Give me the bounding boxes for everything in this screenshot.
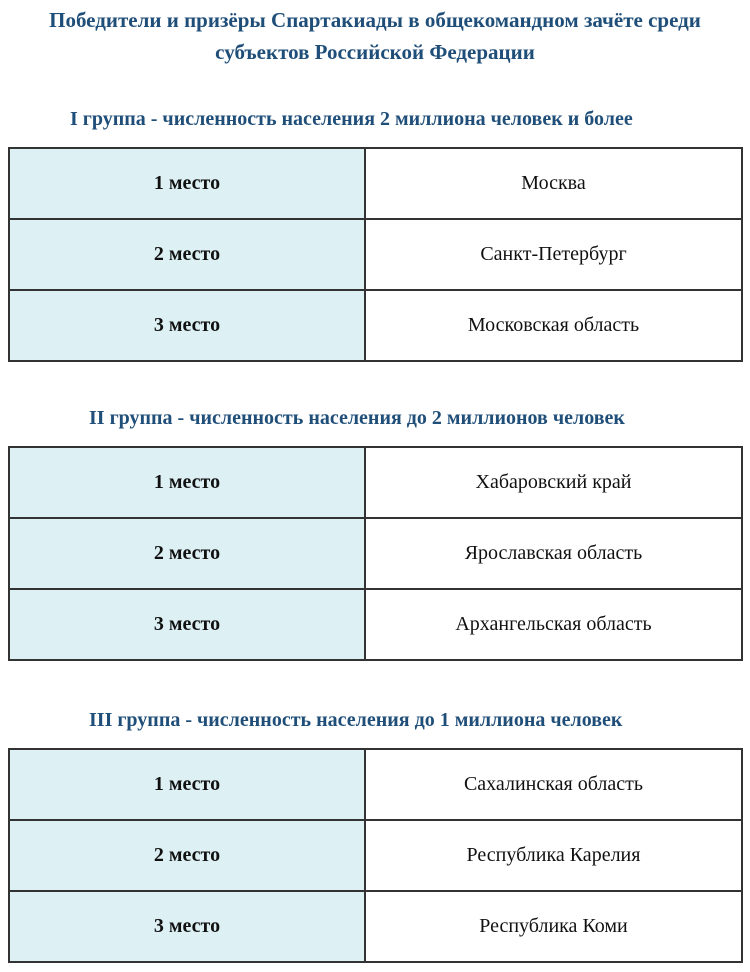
region-cell: Сахалинская область [365,749,742,820]
region-cell: Республика Карелия [365,820,742,891]
place-cell: 3 место [9,290,365,361]
region-cell: Москва [365,148,742,219]
place-cell: 2 место [9,518,365,589]
table-row [9,891,742,962]
place-cell: 2 место [9,820,365,891]
place-cell: 1 место [9,148,365,219]
table-row [9,589,742,660]
table-row [9,749,742,820]
region-cell: Санкт-Петербург [365,219,742,290]
region-cell: Архангельская область [365,589,742,660]
table-row [9,447,742,518]
group-1-heading: I группа - численность населения 2 миллиона человек и более [70,108,633,130]
place-cell: 3 место [9,589,365,660]
title-line-1: Победители и призёры Спартакиады в общекомандном зачёте среди [49,8,701,32]
place-cell: 1 место [9,447,365,518]
place-cell: 2 место [9,219,365,290]
region-cell: Московская область [365,290,742,361]
table-row [9,290,742,361]
table-row [9,148,742,219]
region-cell: Ярославская область [365,518,742,589]
table-row [9,820,742,891]
group-2-table [8,446,743,661]
region-cell: Хабаровский край [365,447,742,518]
page-title [0,4,750,68]
table-row [9,219,742,290]
group-3-heading: III группа - численность населения до 1 миллиона человек [89,709,623,731]
group-2-heading: II группа - численность населения до 2 миллионов человек [89,407,625,429]
table-row [9,518,742,589]
place-cell: 1 место [9,749,365,820]
group-1-table [8,147,743,362]
group-3-table [8,748,743,963]
title-line-2: субъектов Российской Федерации [215,40,535,64]
place-cell: 3 место [9,891,365,962]
region-cell: Республика Коми [365,891,742,962]
